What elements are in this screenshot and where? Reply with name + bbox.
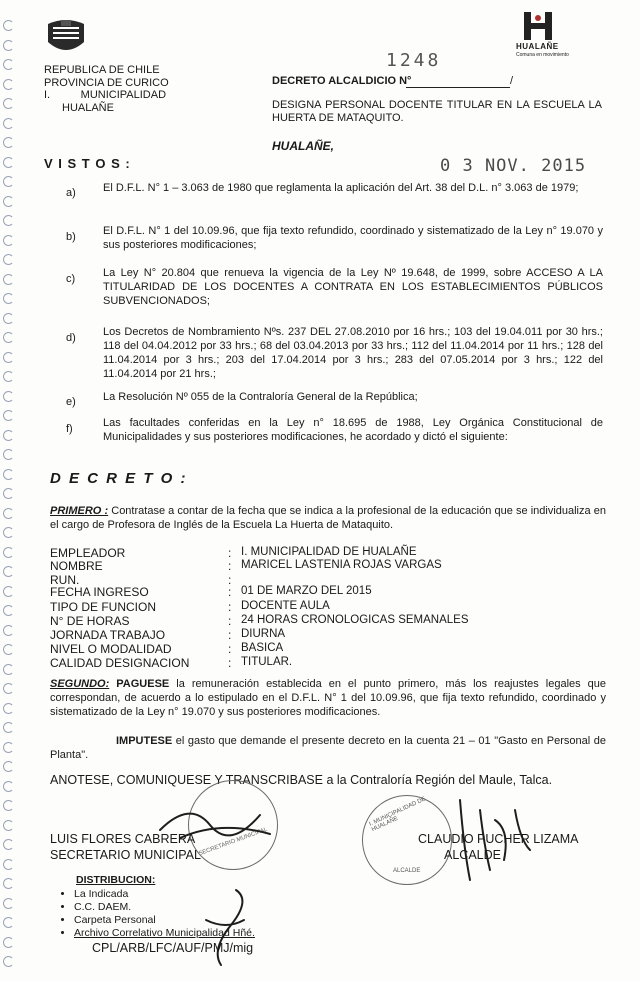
- binding-ring-icon: [3, 313, 14, 324]
- field-value: I. MUNICIPALIDAD DE HUALAÑE: [241, 546, 417, 558]
- vistos-letter: b): [66, 231, 76, 243]
- field-colon: :: [228, 642, 232, 656]
- field-value: 01 DE MARZO DEL 2015: [241, 585, 372, 597]
- binding-ring-icon: [3, 956, 14, 967]
- org-line: HUALAÑE: [62, 101, 114, 114]
- field-label: RUN.: [50, 573, 80, 587]
- field-colon: :: [228, 600, 232, 614]
- field-value: BASICA: [241, 642, 284, 654]
- binding-ring-icon: [3, 566, 14, 577]
- initials-line: CPL/ARB/LFC/AUF/PMJ/mig: [92, 941, 254, 955]
- binding-ring-icon: [3, 839, 14, 850]
- binding-ring-icon: [3, 352, 14, 363]
- primero-paragraph: [50, 504, 606, 532]
- logo-tagline: Comuna en movimiento: [516, 52, 569, 58]
- segundo-text: la remuneración establecida en el punto primero, más los reajustes legales que correspondan, de acuerdo a lo estipulado en el D.F.L. N° 1 del 10.09.96, que fija texto refundido, coordinado y sistematizado de la Ley n° 19.070 y sus posteriores modificaciones.: [50, 678, 606, 718]
- binding-ring-icon: [3, 703, 14, 714]
- field-colon: :: [228, 573, 232, 587]
- vistos-letter: e): [66, 396, 76, 408]
- field-label: N° DE HORAS: [50, 614, 130, 628]
- binding-ring-icon: [3, 196, 14, 207]
- binding-ring-icon: [3, 527, 14, 538]
- field-label: FECHA INGRESO: [50, 585, 149, 599]
- field-colon: :: [228, 614, 232, 628]
- vistos-letter: d): [66, 332, 76, 344]
- binding-ring-icon: [3, 878, 14, 889]
- hualane-logo-icon: [520, 10, 556, 42]
- distribution-item: • Archivo Correlativo Municipalidad Hñé.: [74, 927, 255, 940]
- field-colon: :: [228, 628, 232, 642]
- stamp-text: ALCALDE: [393, 868, 421, 874]
- binding-ring-icon: [3, 293, 14, 304]
- binding-ring-icon: [3, 98, 14, 109]
- binding-ring-icon: [3, 157, 14, 168]
- decreto-title: D E C R E T O :: [50, 470, 188, 487]
- distribution-item: • Carpeta Personal: [74, 914, 255, 927]
- secretary-title: SECRETARIO MUNICIPAL: [50, 848, 201, 862]
- binding-ring-icon: [3, 254, 14, 265]
- vistos-item: Los Decretos de Nombramiento Nºs. 237 DEL 27.08.2010 por 16 hrs.; 103 del 19.04.011 por 30 hrs.; 118 del 04.04.2012 por 33 hrs.; 68 del 03.04.2013 por 33 hrs.; 112 del 11.04.2014 por 11 hrs.; 128 del 11.04.2014 por 3 hrs.; 203 del 17.04.2014 por 3 hrs.; 283 del 07.05.2014 por 3 hrs.; 122 del 11.04.2014 por 21 hrs.;: [103, 326, 603, 380]
- vistos-item: La Resolución Nº 055 de la Contraloría General de la República;: [103, 391, 418, 403]
- field-value: MARICEL LASTENIA ROJAS VARGAS: [241, 559, 442, 571]
- binding-ring-icon: [3, 644, 14, 655]
- primero-text: Contratase a contar de la fecha que se indica a la profesional de la educación que se individualiza en el cargo de Profesora de Inglés de la Escuela La Huerta de Mataquito.: [50, 505, 606, 531]
- secretary-name: LUIS FLORES CABRERA: [50, 832, 196, 846]
- binding-ring-icon: [3, 683, 14, 694]
- vistos-letter: f): [66, 423, 73, 435]
- mayor-name: CLAUDIO PUCHER LIZAMA: [418, 832, 579, 846]
- field-colon: :: [228, 559, 232, 573]
- logo-text: HUALAÑE: [516, 42, 559, 51]
- primero-label: PRIMERO :: [50, 505, 109, 517]
- vistos-letter: c): [66, 273, 76, 285]
- issuer-block: [44, 64, 169, 114]
- distribution-title: DISTRIBUCION:: [76, 874, 156, 886]
- field-label: NOMBRE: [50, 559, 103, 573]
- binding-ring-icon: [3, 449, 14, 460]
- binding-ring-icon: [3, 937, 14, 948]
- vistos-letter: a): [66, 187, 76, 199]
- decree-number-stamp: 1248: [386, 50, 442, 71]
- field-label: TIPO DE FUNCION: [50, 600, 157, 614]
- binding-ring-icon: [3, 586, 14, 597]
- field-value: TITULAR.: [241, 656, 293, 668]
- binding-ring-icon: [3, 781, 14, 792]
- binding-ring-icon: [3, 722, 14, 733]
- binding-ring-icon: [3, 761, 14, 772]
- binding-ring-icon: [3, 235, 14, 246]
- org-line: REPUBLICA DE CHILE: [44, 64, 160, 76]
- mayor-block: [418, 831, 578, 863]
- field-value: 24 HORAS CRONOLOGICAS SEMANALES: [241, 614, 469, 626]
- distribution-item: • La Indicada: [74, 888, 255, 901]
- field-label: EMPLEADOR: [50, 546, 126, 560]
- distribution-list: [58, 888, 255, 940]
- binding-ring-icon: [3, 40, 14, 51]
- anotese-line: ANOTESE, COMUNIQUESE Y TRANSCRIBASE a la Contraloría Región del Maule, Talca.: [50, 773, 553, 787]
- field-colon: :: [228, 656, 232, 670]
- binding-ring-icon: [3, 391, 14, 402]
- vistos-item: El D.F.L. N° 1 del 10.09.96, que fija texto refundido, coordinado y sistematizado de la Ley n° 19.070 y sus posteriores modificaciones;: [103, 225, 603, 251]
- mayor-title: ALCALDE: [444, 848, 501, 862]
- decree-number-line: [406, 87, 510, 88]
- imputese-word: IMPUTESE: [116, 735, 173, 747]
- binding-ring-icon: [3, 742, 14, 753]
- binding-ring-icon: [3, 488, 14, 499]
- field-label: CALIDAD DESIGNACION: [50, 656, 190, 670]
- binding-ring-icon: [3, 118, 14, 129]
- imputese-paragraph: [50, 734, 606, 762]
- org-line: PROVINCIA DE CURICO: [44, 76, 169, 89]
- segundo-word: PAGUESE: [116, 678, 170, 690]
- binding-ring-icon: [3, 20, 14, 31]
- binding-ring-icon: [3, 371, 14, 382]
- place-label: HUALAÑE,: [272, 139, 334, 153]
- binding-ring-icon: [3, 508, 14, 519]
- binding-ring-icon: [3, 547, 14, 558]
- binding-ring-icon: [3, 917, 14, 928]
- distribution-item: • C.C. DAEM.: [74, 901, 255, 914]
- binding-ring-icon: [3, 820, 14, 831]
- binding-ring-icon: [3, 605, 14, 616]
- binding-ring-icon: [3, 469, 14, 480]
- imputese-text: el gasto que demande el presente decreto en la cuenta 21 – 01 "Gasto en Personal de Planta".: [50, 735, 606, 761]
- field-value: DOCENTE AULA: [241, 600, 330, 612]
- binding-ring-icon: [3, 625, 14, 636]
- decree-slash: /: [510, 75, 514, 87]
- vistos-item: Las facultades conferidas en la Ley n° 18.695 de 1988, Ley Orgánica Constitucional de Municipalidades y sus posteriores modificaciones, he acordado y dictó el siguiente:: [103, 417, 603, 443]
- binding-ring-icon: [3, 332, 14, 343]
- stamp-text: SECRETARIO MUNICIPAL: [198, 826, 269, 858]
- binding-ring-icon: [3, 410, 14, 421]
- binding-ring-icon: [3, 898, 14, 909]
- binding-ring-icon: [3, 664, 14, 675]
- vistos-item: La Ley N° 20.804 que renueva la vigencia de la Ley Nº 19.648, de 1999, sobre ACCESO A LA TITULARIDAD DE LOS DOCENTES A CONTRATA EN LOS ESTABLECIMIENTOS PÚBLICOS SUBVENCIONADOS;: [103, 267, 603, 307]
- vistos-title: V I S T O S :: [44, 156, 131, 171]
- binding-ring-icon: [3, 274, 14, 285]
- vistos-item: El D.F.L. N° 1 – 3.063 de 1980 que reglamenta la aplicación del Art. 38 del D.L. n° 3.063 de 1979;: [103, 182, 579, 194]
- binding-ring-icon: [3, 79, 14, 90]
- binding-ring-icon: [3, 59, 14, 70]
- binding-ring-icon: [3, 215, 14, 226]
- field-colon: :: [228, 585, 232, 599]
- binding-ring-icon: [3, 430, 14, 441]
- binding-ring-icon: [3, 800, 14, 811]
- field-label: NIVEL O MODALIDAD: [50, 642, 172, 656]
- stamp-text: I. MUNICIPALIDAD DE HUALAÑE: [368, 796, 427, 834]
- decree-label: DECRETO ALCALDICIO N°: [272, 75, 412, 87]
- binding-ring-icon: [3, 176, 14, 187]
- field-value: DIURNA: [241, 628, 286, 640]
- binding-ring-icon: [3, 137, 14, 148]
- segundo-paragraph: [50, 677, 606, 719]
- decree-subject: DESIGNA PERSONAL DOCENTE TITULAR EN LA ESCUELA LA HUERTA DE MATAQUITO.: [272, 99, 602, 124]
- municipal-crest-icon: [44, 16, 88, 58]
- secretary-block: [50, 831, 201, 863]
- field-label: JORNADA TRABAJO: [50, 628, 166, 642]
- org-line: I. MUNICIPALIDAD: [44, 89, 167, 101]
- binding-ring-icon: [3, 859, 14, 870]
- field-colon: :: [228, 546, 232, 560]
- segundo-label: SEGUNDO:: [50, 678, 110, 690]
- date-stamp: 0 3 NOV. 2015: [440, 156, 587, 176]
